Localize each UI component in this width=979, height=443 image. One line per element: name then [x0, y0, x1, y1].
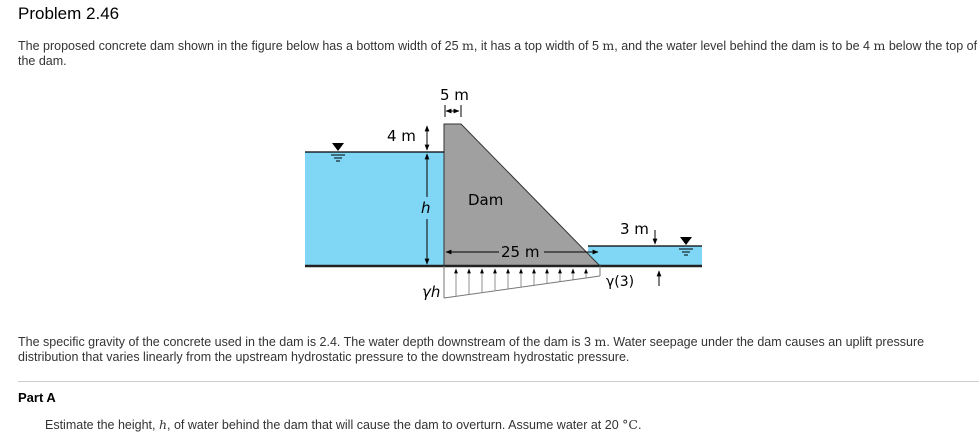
section-divider — [18, 381, 979, 382]
variable-h: h — [158, 417, 168, 432]
intro-text-3: , and the water level behind the dam is to be 4 — [614, 39, 874, 53]
problem-description — [18, 334, 973, 365]
question-text-3: . — [637, 418, 642, 432]
top-width-label: 5 m — [440, 86, 469, 104]
downstream-pressure-label: γ(3) — [606, 274, 635, 290]
dam-label: Dam — [468, 191, 504, 209]
problem-title: Problem 2.46 — [18, 4, 120, 23]
base-width-label: 25 m — [501, 243, 540, 261]
desc-text-1: The specific gravity of the concrete used in the dam is 2.4. The water depth downstream of the dam is 3 — [18, 335, 595, 349]
unit-celsius: °C — [622, 417, 638, 432]
intro-text-2: , it has a top width of 5 — [473, 39, 603, 53]
desc-text-2: . Water seepage under the dam causes an uplift pressure distribution that varies linearly from the upstream hydrostatic pressure to the downstream hydrostatic pressure. — [18, 335, 925, 364]
unit-m-3: m — [873, 38, 886, 53]
problem-intro — [18, 38, 978, 69]
dam-figure — [0, 80, 979, 320]
unit-m-4: m — [594, 334, 607, 349]
question-text-1: Estimate the height, — [45, 418, 159, 432]
unit-m-2: m — [602, 38, 615, 53]
part-a-question — [45, 417, 641, 432]
uplift-pressure-diagram — [444, 266, 600, 298]
upstream-pressure-label: γh — [422, 283, 441, 301]
intro-text-1: The proposed concrete dam shown in the figure below has a bottom width of 25 — [18, 39, 463, 53]
freeboard-label: 4 m — [387, 127, 416, 145]
intro-text-4: below the top of the dam. — [18, 39, 978, 68]
water-height-label: h — [421, 199, 431, 217]
question-text-2: , of water behind the dam that will cause the dam to overturn. Assume water at 20 — [167, 418, 623, 432]
unit-m-1: m — [462, 38, 474, 53]
tailwater-label: 3 m — [620, 220, 649, 238]
part-a-title: Part A — [18, 390, 56, 405]
